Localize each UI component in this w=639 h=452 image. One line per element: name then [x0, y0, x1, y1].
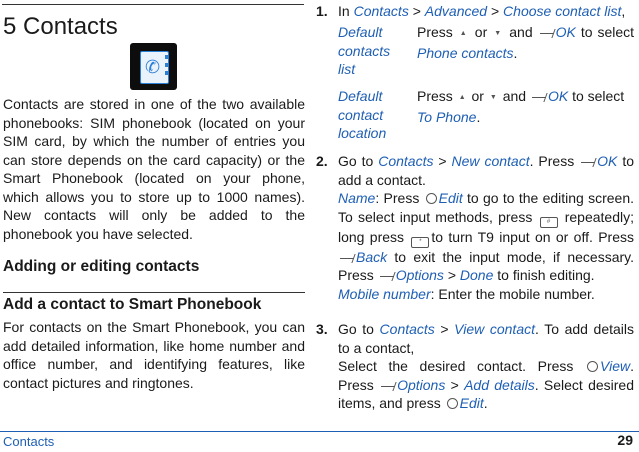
step2-text: Go to Contacts > New contact. Press OK to add a contact. Name: Press Edit to go to the editing screen. To select input methods, press # repeatedly; long press * to turn T9 input on or off. Press Back to exit the input mode, if necessary. Press Options > Done to finish editing. Mobile number: Enter the mobile number.	[338, 153, 635, 302]
section-rule	[3, 292, 305, 293]
step-number: 2.	[316, 153, 328, 169]
page-title: 5 Contacts	[3, 13, 118, 40]
nav-up-icon: ▲	[459, 30, 468, 37]
step-number: 1.	[316, 3, 328, 19]
left-softkey-icon	[340, 254, 354, 263]
right-softkey-icon	[532, 93, 546, 102]
step-number: 3.	[316, 321, 328, 337]
contacts-tabs-shape	[165, 55, 169, 79]
heading-adding-editing: Adding or editing contacts	[3, 258, 200, 275]
name-field-label: Name	[338, 190, 376, 206]
phone-glyph: ✆	[145, 57, 161, 77]
choose-contact-list-link: Choose contact list	[503, 3, 622, 19]
contacts-app-icon	[130, 43, 177, 90]
right-softkey-icon	[381, 382, 395, 391]
mobile-field-label: Mobile number	[338, 285, 431, 302]
hash-key-icon: #	[540, 217, 558, 228]
ok-key-icon	[587, 361, 598, 372]
step1-text: In Contacts > Advanced > Choose contact list,	[338, 3, 626, 19]
page-number: 29	[617, 432, 633, 448]
intro-paragraph: Contacts are stored in one of the two available phonebooks: SIM phonebook (located on your SIM card, by which the number of entries you can store depends on the card capacity) or the Smart Phonebook (located on your phone, which allows you to store up to 1000 names). New contacts will only be added to the phonebook you have selected.	[3, 96, 305, 242]
ok-key-icon	[447, 398, 458, 409]
nav-up-icon: ▲	[458, 94, 466, 101]
table-text-row1: Press ▲ or ▼ and OK to select Phone contacts.	[417, 24, 635, 61]
nav-down-icon: ▼	[494, 30, 503, 37]
right-softkey-icon	[581, 158, 595, 167]
nav-down-icon: ▼	[489, 94, 497, 101]
right-softkey-icon	[380, 272, 394, 281]
ok-key-icon	[426, 193, 437, 204]
table-label-default-location: Default contact location	[338, 88, 387, 141]
heading-smart-phonebook: Add a contact to Smart Phonebook	[3, 296, 262, 313]
table-label-default-list: Default contacts list	[338, 24, 391, 77]
footer-rule	[0, 431, 639, 432]
star-key-icon: *	[411, 237, 429, 248]
top-rule	[2, 4, 304, 5]
footer-section-name: Contacts	[3, 434, 55, 449]
right-softkey-icon	[540, 29, 554, 38]
table-text-row2: Press ▲ or ▼ and OK to select To Phone.	[417, 88, 625, 125]
contacts-link: Contacts	[353, 3, 409, 19]
advanced-link: Advanced	[424, 3, 488, 19]
step3-text: Go to Contacts > View contact. To add details to a contact, Select the desired contact. Press View. Press Options > Add details. Select desired items, and press Edit.	[338, 321, 635, 411]
smart-phonebook-paragraph: For contacts on the Smart Phonebook, you can add detailed information, like home number and office number, and identifying features, like contact pictures and ringtones.	[3, 319, 305, 391]
